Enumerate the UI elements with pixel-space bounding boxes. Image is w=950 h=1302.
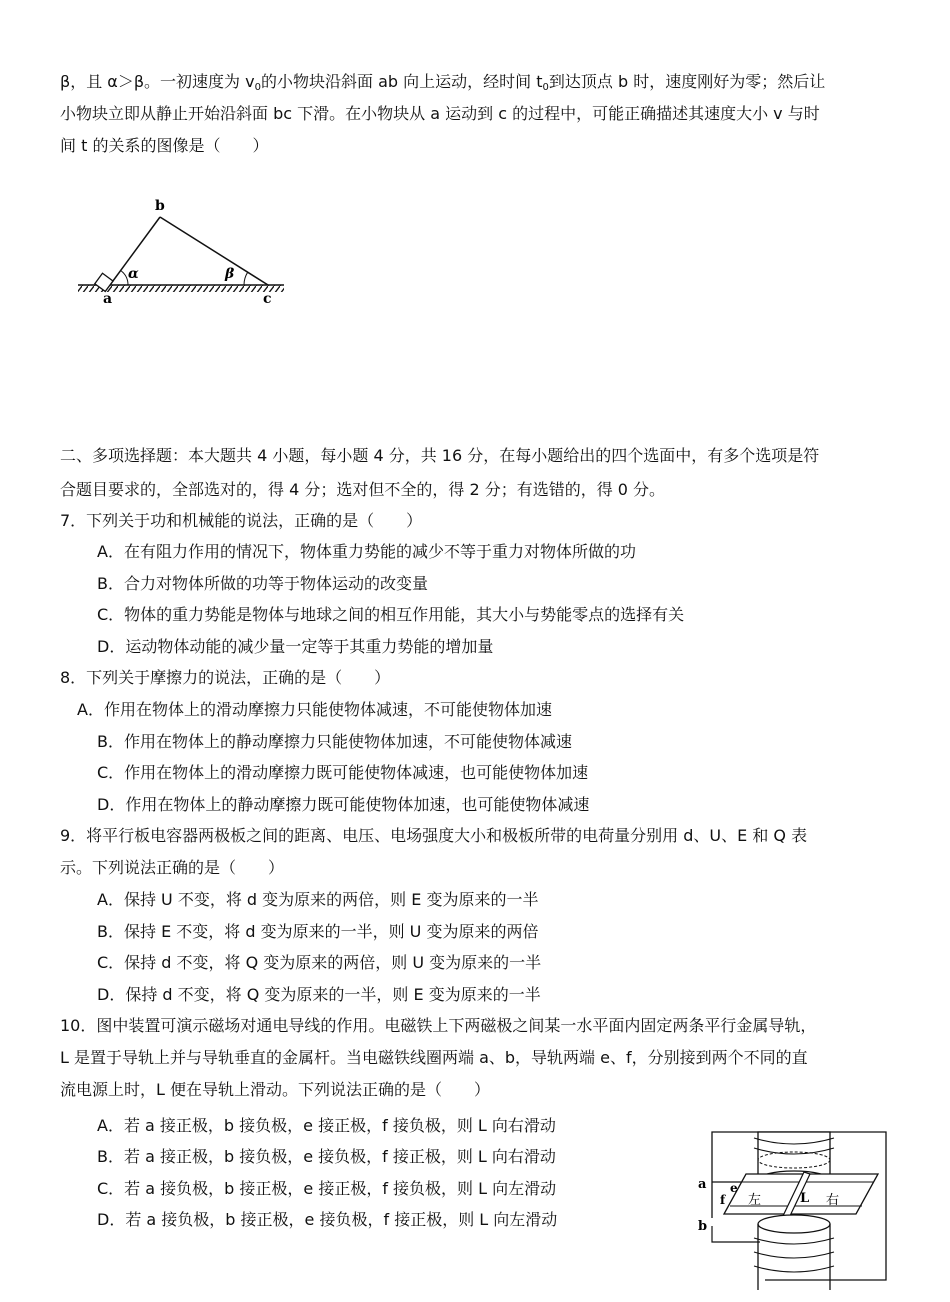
q6-line-2: 小物块立即从静止开始沿斜面 bc 下滑。在小物块从 a 运动到 c 的过程中，可能正确描述其速度大小 v 与时 [60, 104, 820, 123]
incline-figure [70, 190, 290, 315]
wire-b [712, 1226, 760, 1242]
section2-line-1: 二、多项选择题：本大题共 4 小题，每小题 4 分，共 16 分，在每小题给出的四个选面中，有多个选项是符 [60, 446, 820, 465]
q9-stem-1: 9．将平行板电容器两极板之间的距离、电压、电场强度大小和极板所带的电荷量分别用 d、U、E 和 Q 表 [60, 826, 808, 845]
q10-stem-3: 流电源上时，L 便在导轨上滑动。下列说法正确的是（ ） [60, 1080, 491, 1099]
q7-option-a: A．在有阻力作用的情况下，物体重力势能的减少不等于重力对物体所做的功 [97, 542, 636, 561]
label-beta: β [225, 266, 235, 282]
q9-stem-2: 示。下列说法正确的是（ ） [60, 858, 285, 877]
q8-stem: 8．下列关于摩擦力的说法，正确的是（ ） [60, 668, 391, 687]
label-c: c [263, 291, 272, 307]
q7-option-c: C．物体的重力势能是物体与地球之间的相互作用能，其大小与势能零点的选择有关 [97, 605, 685, 624]
q8-option-a: A．作用在物体上的滑动摩擦力只能使物体减速，不可能使物体加速 [77, 700, 552, 719]
label-b: b [155, 198, 165, 214]
incline-bc [160, 217, 268, 285]
lower-pole-top [758, 1215, 830, 1233]
label-f: f [720, 1193, 726, 1207]
q9-option-c: C．保持 d 不变，将 Q 变为原来的两倍，则 U 变为原来的一半 [97, 953, 542, 972]
q8-option-b: B．作用在物体上的静动摩擦力只能使物体加速，不可能使物体减速 [97, 732, 572, 751]
q8-option-d: D．作用在物体上的静动摩擦力既可能使物体加速，也可能使物体减速 [97, 795, 590, 814]
beta-arc [244, 272, 248, 285]
q7-option-d: D．运动物体动能的减少量一定等于其重力势能的增加量 [97, 637, 494, 656]
q9-option-d: D．保持 d 不变，将 Q 变为原来的一半，则 E 变为原来的一半 [97, 985, 541, 1004]
q10-option-a: A．若 a 接正极，b 接负极，e 接正极，f 接负极，则 L 向右滑动 [97, 1116, 556, 1135]
label-e: e [730, 1181, 738, 1195]
q8-option-c: C．作用在物体上的滑动摩擦力既可能使物体减速，也可能使物体加速 [97, 763, 589, 782]
q10-stem-2: L 是置于导轨上并与导轨垂直的金属杆。当电磁铁线圈两端 a、b，导轨两端 e、f，分别接到两个不同的直 [60, 1048, 808, 1067]
label-L: L [800, 1191, 810, 1206]
q10-option-d: D．若 a 接负极，b 接正极，e 接负极，f 接正极，则 L 向左滑动 [97, 1210, 558, 1229]
label-a: a [698, 1177, 707, 1192]
electromagnet-figure [690, 1120, 900, 1300]
q9-option-b: B．保持 E 不变，将 d 变为原来的一半，则 U 变为原来的两倍 [97, 922, 539, 941]
q6-line-3: 间 t 的关系的图像是（ ） [60, 136, 269, 155]
label-b: b [698, 1219, 708, 1234]
section2-line-2: 合题目要求的，全部选对的，得 4 分；选对但不全的，得 2 分；有选错的，得 0 分。 [60, 480, 666, 499]
label-a: a [103, 291, 113, 307]
q10-stem-1: 10．图中装置可演示磁场对通电导线的作用。电磁铁上下两磁极之间某一水平面内固定两条平行金属导轨， [60, 1016, 817, 1035]
label-left: 左 [748, 1193, 762, 1208]
label-alpha: α [128, 266, 139, 282]
q6-line-1: β，且 α＞β。一初速度为 $v_0$的小物块沿斜面 ab 向上运动，经时间 $t_0$到达顶点 b 时，速度刚好为零；然后让 [60, 72, 826, 93]
q7-option-b: B．合力对物体所做的功等于物体运动的改变量 [97, 574, 428, 593]
q7-stem: 7．下列关于功和机械能的说法，正确的是（ ） [60, 511, 423, 530]
alpha-arc [121, 271, 128, 286]
label-right: 右 [826, 1193, 840, 1208]
q10-option-b: B．若 a 接正极，b 接负极，e 接负极，f 接正极，则 L 向右滑动 [97, 1147, 556, 1166]
q9-option-a: A．保持 U 不变，将 d 变为原来的两倍，则 E 变为原来的一半 [97, 890, 539, 909]
q10-option-c: C．若 a 接负极，b 接正极，e 接正极，f 接负极，则 L 向左滑动 [97, 1179, 557, 1198]
